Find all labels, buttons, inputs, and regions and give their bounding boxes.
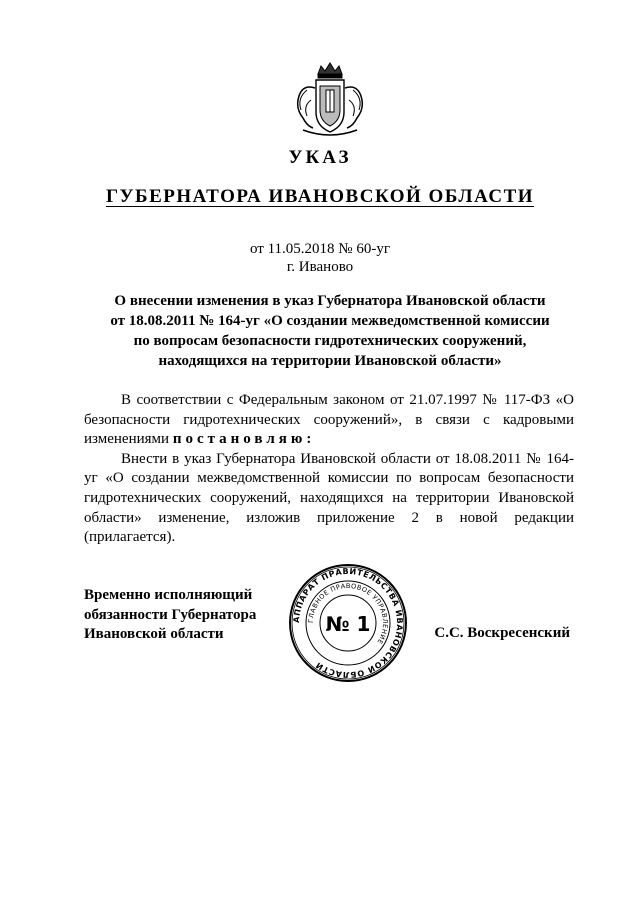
signer-position-line: Временно исполняющий xyxy=(84,587,253,603)
paragraph-text: В соответствии с Федеральным законом от 21.07.1997 № 117-ФЗ «О безопасности гидротехнических сооружений», в связи с кадровыми изменениями xyxy=(84,392,574,448)
decree-meta xyxy=(0,240,640,276)
body-paragraph xyxy=(84,391,574,450)
decree-issuer xyxy=(0,186,640,208)
subject-line: от 18.08.2011 № 164-уг «О создании межведомственной комиссии xyxy=(110,313,550,329)
coat-of-arms-icon xyxy=(285,60,375,140)
signer-position xyxy=(84,586,294,645)
subject-line: О внесении изменения в указ Губернатора Ивановской области xyxy=(114,293,546,309)
official-stamp xyxy=(288,563,408,683)
decree-issuer-text: ГУБЕРНАТОРА ИВАНОВСКОЙ ОБЛАСТИ xyxy=(105,186,535,207)
signer-position-line: обязанности Губернатора xyxy=(84,606,257,623)
decree-city: г. Иваново xyxy=(286,259,354,275)
decree-subject xyxy=(80,291,580,371)
subject-line: по вопросам безопасности гидротехнических сооружений, xyxy=(133,333,527,349)
signer-position-line: Ивановской области xyxy=(84,626,224,643)
body-paragraph: Внести в указ Губернатора Ивановской области от 18.08.2011 № 164-уг «О создании межведомственной комиссии по вопросам безопасности гидротехнических сооружений, находящихся на территории Ивановской области» изменение, изложив приложение 2 в новой редакции (прилагается). xyxy=(84,450,574,546)
decree-body xyxy=(84,391,574,548)
subject-line: находящихся на территории Ивановской области» xyxy=(158,353,502,369)
stamp-ring-text: АППАРАТ ПРАВИТЕЛЬСТВА ИВАНОВСКОЙ ОБЛАСТИ xyxy=(291,566,405,680)
stamp-inner-text: ГЛАВНОЕ ПРАВОВОЕ УПРАВЛЕНИЕ xyxy=(306,581,390,646)
decree-title: УКАЗ xyxy=(288,147,352,168)
resolution-keyword: постановляю: xyxy=(172,431,316,448)
decree-date-number: от 11.05.2018 № 60-уг xyxy=(249,241,390,257)
signer-name: С.С. Воскресенский xyxy=(434,625,570,641)
stamp-number: № 1 xyxy=(325,612,371,636)
